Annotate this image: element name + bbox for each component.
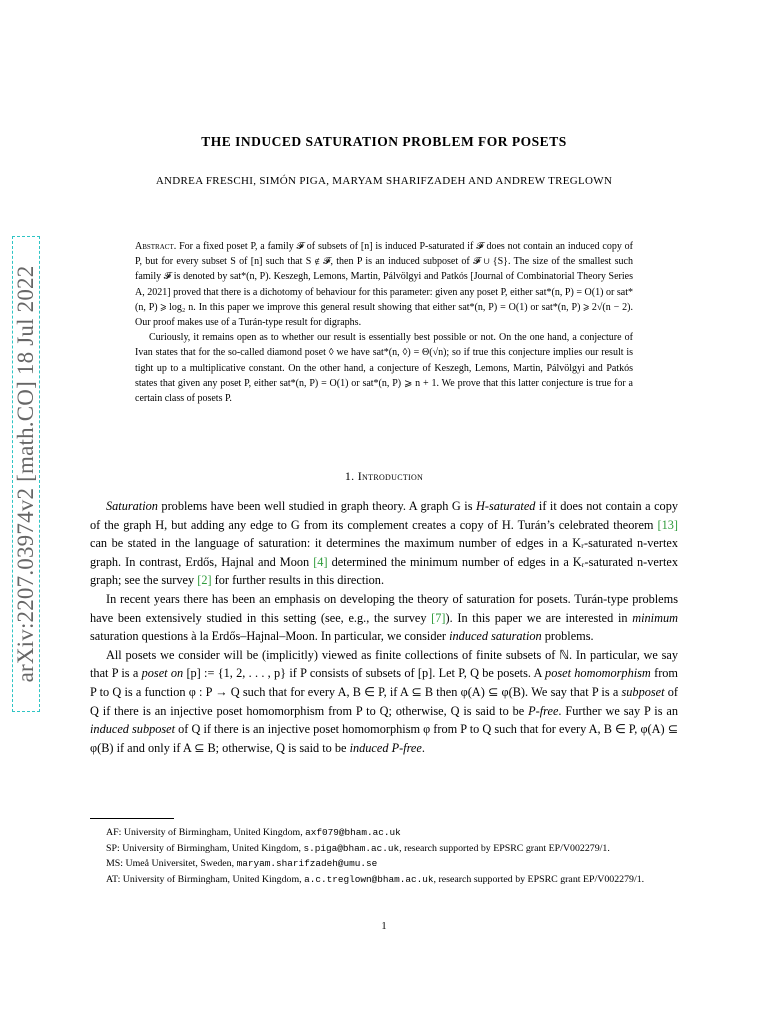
footnote-sp [90, 841, 678, 857]
text-run: . [421, 740, 425, 755]
emph-text: poset homomorphism [545, 666, 651, 681]
text-run: problems. [541, 629, 594, 644]
paragraph-2 [90, 590, 678, 646]
citation-link[interactable]: [2] [197, 573, 212, 588]
citation-link[interactable]: [4] [313, 554, 328, 569]
text-run: . Further we say P is an [558, 703, 678, 718]
section-title: Introduction [357, 469, 424, 483]
arxiv-stamp[interactable]: arXiv:2207.03974v2 [math.CO] 18 Jul 2022 [13, 265, 38, 683]
text-run: [p] := {1, 2, . . . , p} if P consists of subsets of [p]. Let P, Q be posets. A [183, 666, 546, 681]
emph-text: minimum [632, 610, 678, 625]
main-text [90, 497, 678, 757]
email-link[interactable]: axf079@bham.ac.uk [305, 827, 401, 838]
text-run: for further results in this direction. [211, 573, 385, 588]
abstract-text-1: For a fixed poset P, a family 𝓕 of subsets of [n] is induced P-saturated if 𝓕 does not contain an induced copy of P, but for every subset S of [n] such that S ∉ 𝓕, then P is an induced subposet of 𝓕 ∪ {S}. The size of the smallest such family 𝓕 is denoted by sat*(n, P). Keszegh, Lemons, Martin, Pálvölgyi and Patkós [Journal of Combinatorial Theory Series A, 2021] proved that there is a dichotomy of behaviour for this parameter: given any poset P, either sat*(n, P) = O(1) or sat*(n, P) ⩾ log₂ n. In this paper we improve this general result showing that either sat*(n, P) = O(1) or sat*(n, P) ⩾ 2√(n − 2). Our proof makes use of a Turán-type result for digraphs. [135, 241, 634, 329]
emph-text: subposet [621, 684, 665, 699]
text-run: from P to Q is a function φ : P → Q such that for every A, B ∈ P, if A ⊆ B then φ(A) ⊆ φ(B). We say that P is a [90, 666, 678, 699]
email-link[interactable]: s.piga@bham.ac.uk [303, 842, 400, 854]
footnote-text: AF: University of Birmingham, United Kingdom, [106, 827, 306, 838]
footnote-text: SP: University of Birmingham, United Kingdom, [106, 842, 304, 854]
abstract-label: Abstract. [135, 241, 177, 252]
emph-text: induced P-free [349, 740, 422, 755]
paragraph-3 [90, 646, 678, 758]
text-run: if it does not contain a copy of the graph H, but adding any edge to G from its complement creates a copy of H. Turán’s celebrated theorem [90, 499, 678, 532]
footnote-text: AT: University of Birmingham, United Kingdom, [106, 873, 305, 885]
text-run: determined the minimum number of edges in a Kᵣ-saturated n-vertex graph; see the survey [90, 554, 678, 588]
emph-text: Saturation [106, 499, 158, 513]
emph-text: poset on [141, 666, 184, 681]
text-run: All posets we consider will be (implicitly) viewed as finite collections of finite subsets of ℕ. In particular, we say that P is a [90, 647, 678, 681]
footnote-text: MS: Umeå Universitet, Sweden, [106, 858, 237, 870]
text-run: can be stated in the language of saturation: it determines the maximum number of edges in a Kᵣ-saturated n-vertex graph. In contrast, Erdős, Hajnal and Moon [90, 536, 678, 569]
text-run: In recent years there has been an emphasis on developing the theory of saturation for posets. Turán-type problems have been extensively studied in this setting (see, e.g., the survey [90, 591, 678, 625]
footnote-ms [90, 856, 678, 872]
abstract-paragraph-2: Curiously, it remains open as to whether our result is essentially best possible or not. On the one hand, a conjecture of Ivan states that for the so-called diamond poset ◊ we have sat*(n, ◊) = Θ(√n); so if true this conjecture implies our result is tight up to a multiplicative constant. On the other hand, a conjecture of Keszegh, Lemons, Martin, Pálvölgyi and Patkós states that given any poset P, either sat*(n, P) = O(1) or sat*(n, P) ⩾ n + 1. We prove that this latter conjecture is true for a certain class of posets P. [135, 332, 633, 405]
text-run: of Q if there is an injective poset homomorphism from P to Q; otherwise, Q is said to be [90, 684, 678, 718]
footnote-tail: , research supported by EPSRC grant EP/V002279/1. [433, 873, 645, 885]
citation-link[interactable]: [13] [657, 517, 678, 532]
text-run: saturation questions à la Erdős–Hajnal–Moon. In particular, we consider [90, 629, 450, 644]
abstract-paragraph-1 [135, 239, 633, 330]
paragraph-1 [90, 497, 678, 590]
footnotes [90, 825, 678, 887]
emph-text: induced saturation [449, 629, 542, 644]
email-link[interactable]: maryam.sharifzadeh@umu.se [236, 858, 378, 870]
abstract [135, 239, 633, 406]
paper-title: THE INDUCED SATURATION PROBLEM FOR POSETS [201, 134, 567, 149]
section-heading [0, 469, 768, 484]
text-run: of Q if there is an injective poset homomorphism φ from P to Q such that for every A, B ∈ P, φ(A) ⊆ φ(B) if and only if A ⊆ B; otherwise, Q is said to be [90, 722, 679, 755]
citation-link[interactable]: [7] [431, 610, 446, 625]
emph-text: induced subposet [90, 722, 176, 737]
emph-text: P-free [528, 703, 559, 718]
section-number: 1. [344, 469, 355, 483]
authors: ANDREA FRESCHI, SIMÓN PIGA, MARYAM SHARIFZADEH AND ANDREW TREGLOWN [155, 175, 613, 187]
footnote-af [90, 825, 678, 841]
emph-text: H-saturated [476, 499, 536, 513]
footnote-tail: , research supported by EPSRC grant EP/V002279/1. [399, 842, 610, 854]
page-number: 1 [381, 921, 387, 932]
footnote-at [90, 872, 678, 888]
text-run: problems have been well studied in graph theory. A graph G is [157, 499, 476, 513]
text-run: ). In this paper we are interested in [445, 610, 633, 625]
footnote-rule [90, 818, 174, 819]
email-link[interactable]: a.c.treglown@bham.ac.uk [304, 873, 434, 885]
